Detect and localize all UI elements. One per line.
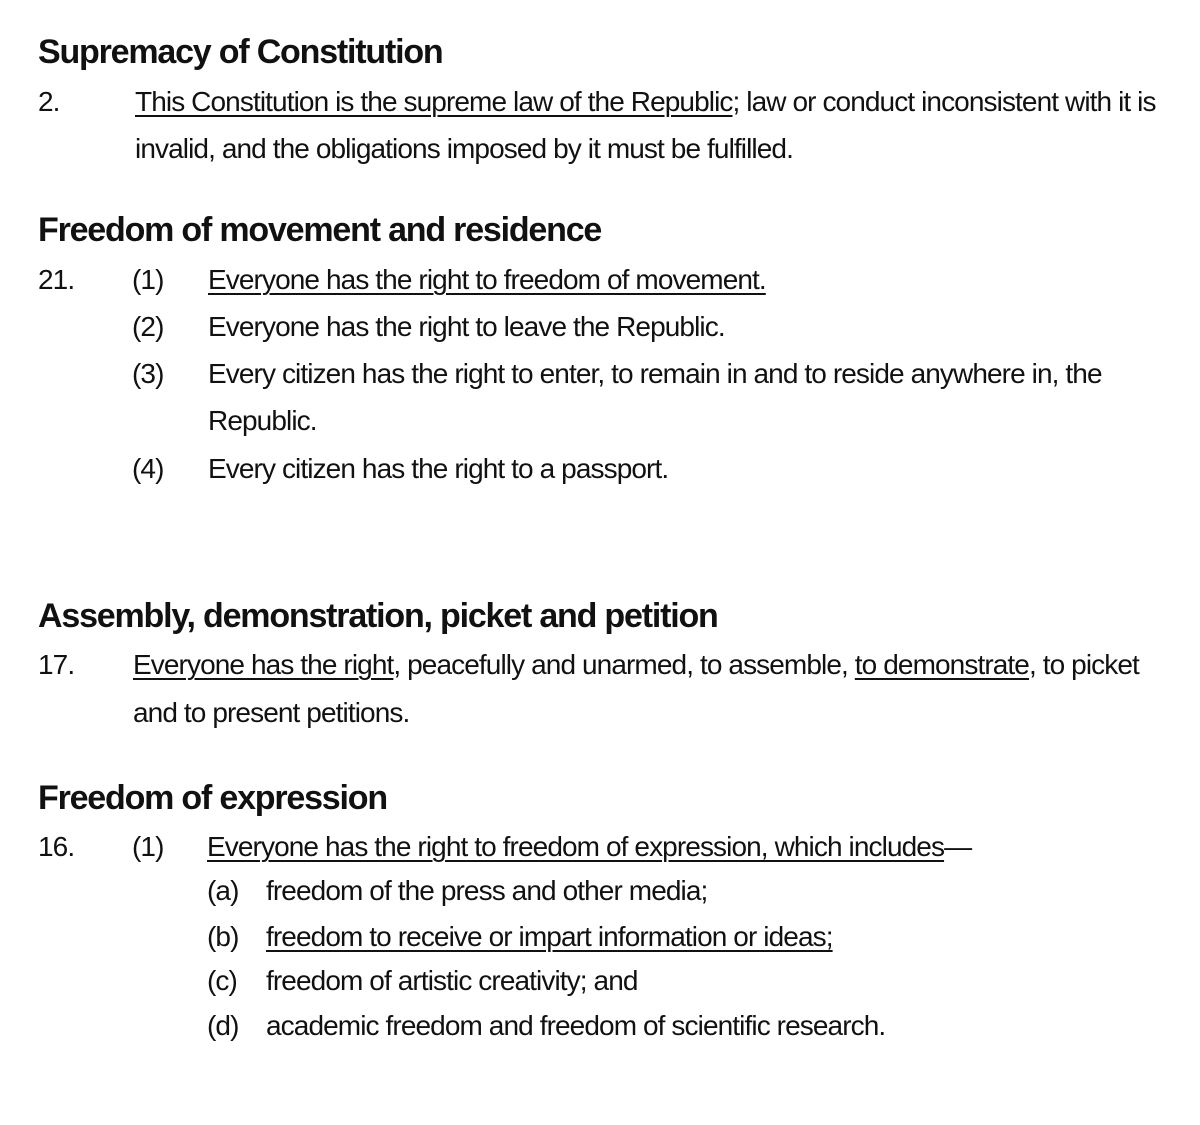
subsection-marker: (1) bbox=[132, 831, 164, 862]
section-heading-supremacy: Supremacy of Constitution bbox=[38, 33, 443, 71]
clause-text-line bbox=[135, 84, 1156, 120]
section-number: 16. bbox=[38, 831, 75, 862]
underlined-text: This Constitution is the supreme law of the Republic bbox=[135, 86, 733, 117]
section-heading-movement: Freedom of movement and residence bbox=[38, 211, 602, 249]
paragraph-marker: (a) bbox=[207, 875, 239, 906]
clause-text-line: freedom of the press and other media; bbox=[266, 875, 708, 906]
section-heading-expression: Freedom of expression bbox=[38, 779, 387, 817]
clause-text-line bbox=[207, 829, 971, 865]
paragraph-marker: (b) bbox=[207, 921, 239, 952]
subsection-marker: (1) bbox=[132, 264, 164, 295]
section-heading-assembly: Assembly, demonstration, picket and petition bbox=[38, 597, 718, 635]
underlined-text: Everyone has the right to freedom of expression, which includes bbox=[207, 831, 945, 862]
section-number: 17. bbox=[38, 649, 75, 680]
subsection-marker: (2) bbox=[132, 311, 164, 342]
paragraph-marker: (d) bbox=[207, 1010, 239, 1041]
clause-text: ; law or conduct inconsistent with it is bbox=[732, 86, 1156, 117]
clause-text-line bbox=[133, 647, 1139, 683]
subsection-marker: (3) bbox=[132, 358, 164, 389]
underlined-text: Everyone has the right bbox=[133, 649, 394, 680]
clause-text: , peacefully and unarmed, to assemble, bbox=[393, 649, 855, 680]
clause-text-line: and to present petitions. bbox=[133, 697, 410, 728]
paragraph-marker: (c) bbox=[207, 965, 237, 996]
clause-text-line: Everyone has the right to leave the Republic. bbox=[208, 311, 725, 342]
clause-text-line: academic freedom and freedom of scientific research. bbox=[266, 1010, 886, 1041]
subsection-marker: (4) bbox=[132, 453, 164, 484]
clause-text-line: freedom of artistic creativity; and bbox=[266, 965, 638, 996]
clause-text-line: invalid, and the obligations imposed by it must be fulfilled. bbox=[135, 133, 793, 164]
clause-text-line: Every citizen has the right to a passport. bbox=[208, 453, 669, 484]
section-number: 2. bbox=[38, 86, 60, 117]
clause-text-line: Every citizen has the right to enter, to remain in and to reside anywhere in, the bbox=[208, 358, 1102, 389]
underlined-text: Everyone has the right to freedom of movement. bbox=[208, 264, 766, 295]
section-number: 21. bbox=[38, 264, 75, 295]
clause-text: , to picket bbox=[1028, 649, 1139, 680]
underlined-text: to demonstrate bbox=[854, 649, 1029, 680]
clause-text-line: Republic. bbox=[208, 405, 317, 436]
underlined-text: freedom to receive or impart information or ideas; bbox=[266, 921, 833, 952]
em-dash: — bbox=[944, 831, 972, 862]
